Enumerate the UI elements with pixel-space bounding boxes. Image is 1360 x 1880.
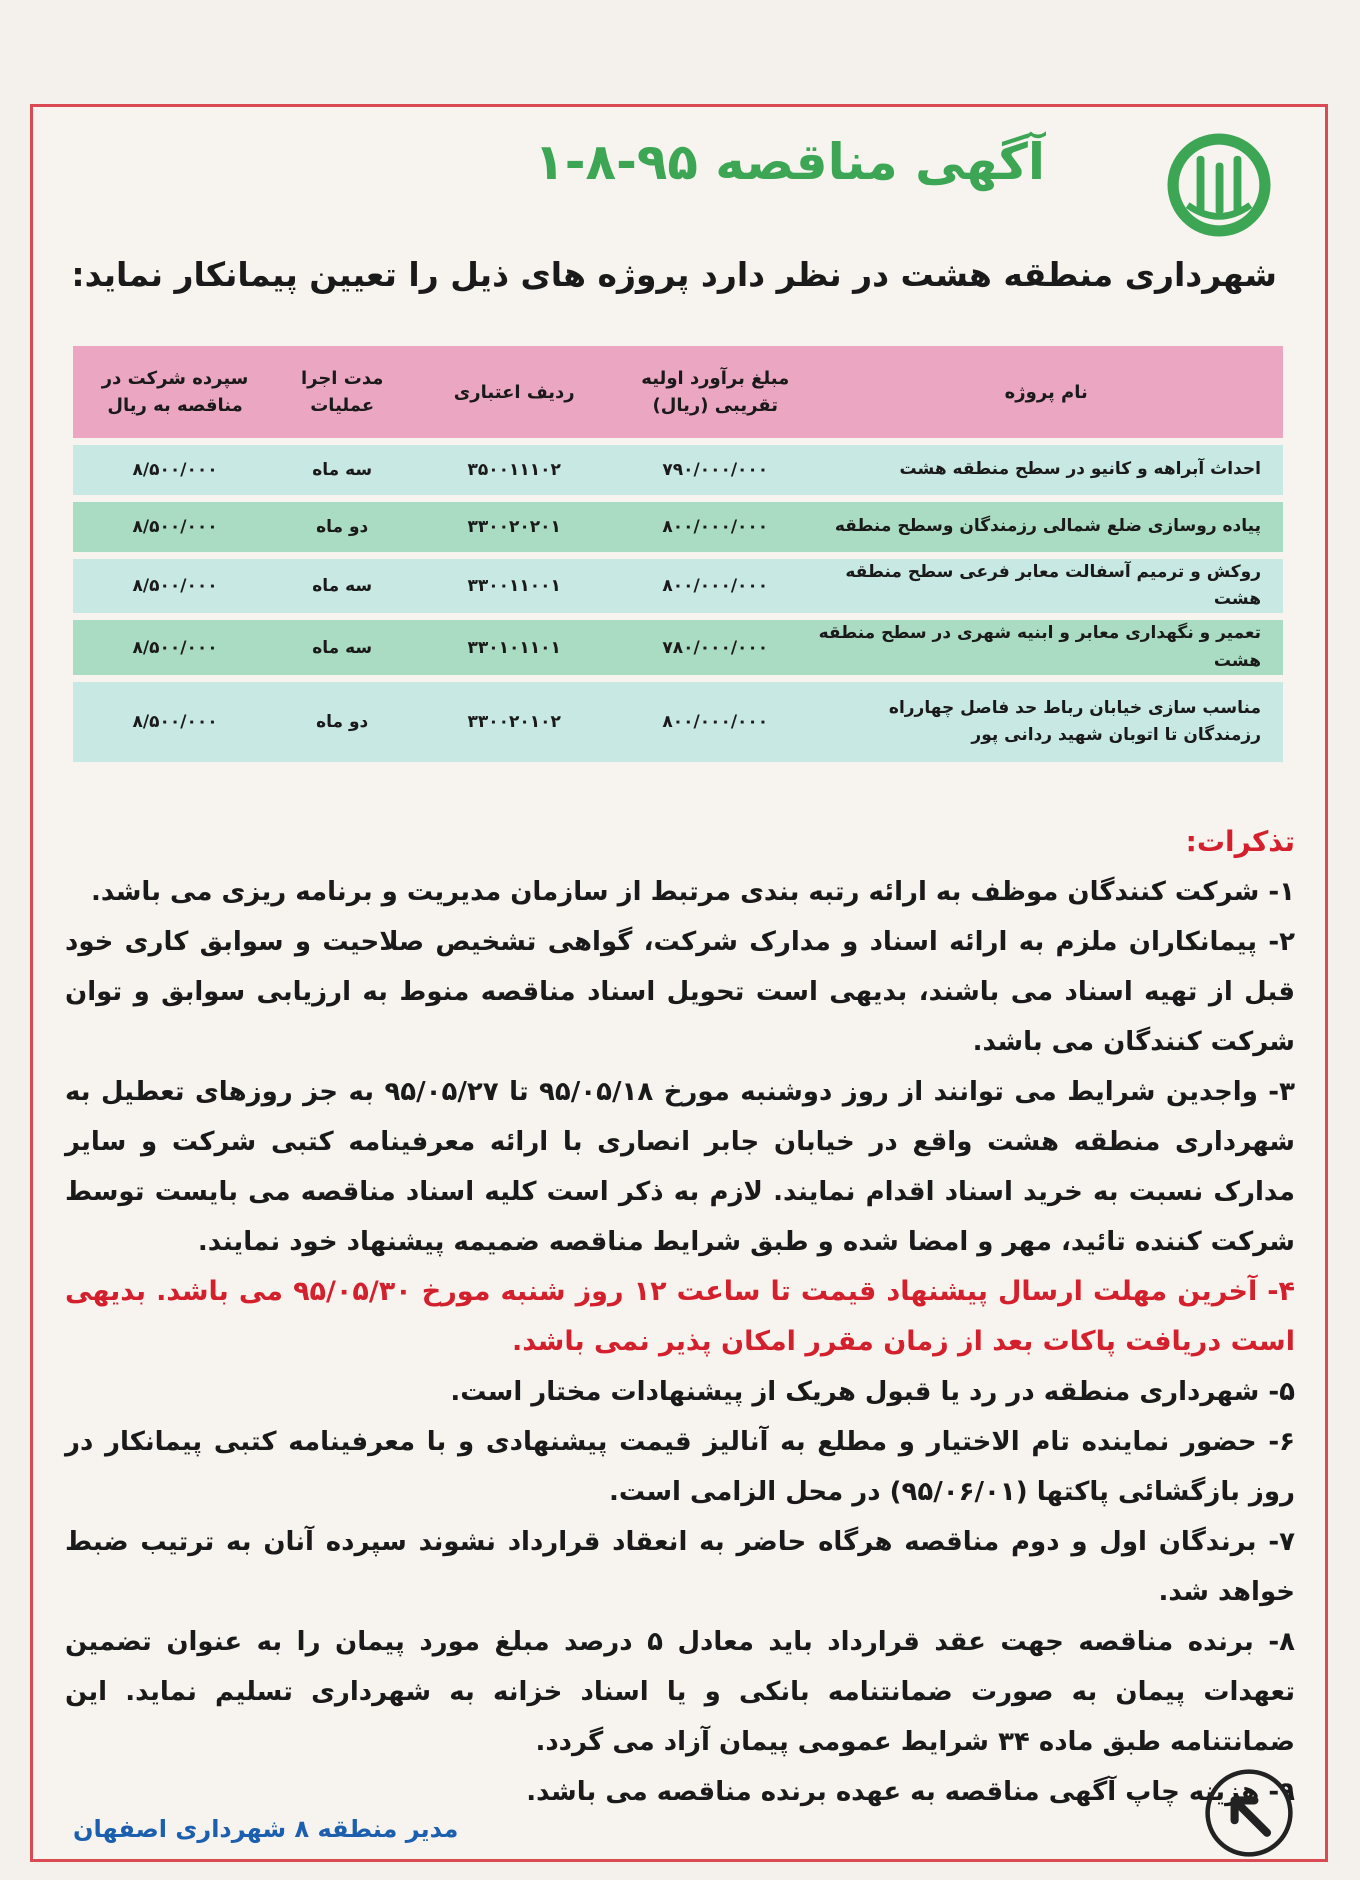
cell-duration: سه ماه	[277, 559, 407, 613]
header-duration: مدت اجرا عملیات	[277, 346, 407, 438]
cell-budget-row: ۳۳۰۰۲۰۲۰۱	[407, 502, 621, 552]
notes-section	[65, 817, 1295, 1817]
note-item-deadline: ۴- آخرین مهلت ارسال پیشنهاد قیمت تا ساعت ۱۲ روز شنبه مورخ ۹۵/۰۵/۳۰ می باشد. بدیهی است دریافت پاکات بعد از زمان مقرر امکان پذیر نمی باشد.	[65, 1276, 1295, 1357]
cell-deposit: ۸/۵۰۰/۰۰۰	[73, 559, 277, 613]
header-estimated-amount: مبلغ برآورد اولیه تقریبی (ریال)	[621, 346, 809, 438]
cell-project-name: تعمیر و نگهداری معابر و ابنیه شهری در سطح منطقه هشت	[809, 620, 1283, 674]
header-deposit: سپرده شرکت در مناقصه به ریال	[73, 346, 277, 438]
cell-deposit: ۸/۵۰۰/۰۰۰	[73, 502, 277, 552]
table-header-row	[73, 346, 1283, 438]
table-row	[73, 682, 1283, 762]
cell-deposit: ۸/۵۰۰/۰۰۰	[73, 682, 277, 762]
header-project-name: نام پروژه	[809, 346, 1283, 438]
note-item: ۳- واجدین شرایط می توانند از روز دوشنبه مورخ ۹۵/۰۵/۱۸ تا ۹۵/۰۵/۲۷ به جز روزهای تعطیل به شهرداری منطقه هشت واقع در خیابان جابر انصاری با ارائه معرفینامه کتبی شرکت و سایر مدارک نسبت به خرید اسناد اقدام نمایند. لازم به ذکر است کلیه اسناد مناقصه می بایست توسط شرکت کننده تائید، مهر و امضا شده و طبق شرایط مناقصه ضمیمه پیشنهاد خود نمایند.	[65, 1077, 1295, 1257]
note-item: ۶- حضور نماینده تام الاختیار و مطلع به آنالیز قیمت پیشنهادی و با معرفینامه کتبی پیمانکار در روز بازگشائی پاکتها (۹۵/۰۶/۰۱) در محل الزامی است.	[65, 1427, 1295, 1507]
table-row	[73, 502, 1283, 552]
cell-duration: سه ماه	[277, 445, 407, 495]
projects-table	[73, 339, 1283, 769]
cell-amount: ۸۰۰/۰۰۰/۰۰۰	[621, 559, 809, 613]
page-title: آگهی مناقصه ۹۵-۸-۱	[534, 133, 1045, 191]
cell-project-name: مناسب سازی خیابان رباط حد فاصل چهارراه رزمندگان تا اتوبان شهید ردانی پور	[809, 682, 1283, 762]
note-item: ۲- پیمانکاران ملزم به ارائه اسناد و مدارک شرکت، گواهی تشخیص صلاحیت و سوابق کاری خود قبل از تهیه اسناد می باشند، بدیهی است تحویل اسناد مناقصه منوط به ارزیابی سوابق و توان شرکت کنندگان می باشد.	[65, 927, 1295, 1057]
notes-heading: تذکرات:	[1185, 825, 1295, 858]
cell-budget-row: ۳۳۰۰۲۰۱۰۲	[407, 682, 621, 762]
cell-amount: ۸۰۰/۰۰۰/۰۰۰	[621, 682, 809, 762]
note-item: ۹- هزینه چاپ آگهی مناقصه به عهده برنده مناقصه می باشد.	[526, 1777, 1295, 1807]
cell-project-name: پیاده روسازی ضلع شمالی رزمندگان وسطح منطقه	[809, 502, 1283, 552]
cell-deposit: ۸/۵۰۰/۰۰۰	[73, 445, 277, 495]
note-item: ۸- برنده مناقصه جهت عقد قرارداد باید معادل ۵ درصد مبلغ مورد پیمان را به عنوان تضمین تعهدات پیمان به صورت ضمانتنامه بانکی و یا اسناد خزانه به شهرداری تسلیم نماید. این ضمانتنامه طبق ماده ۳۴ شرایط عمومی پیمان آزاد می گردد.	[65, 1627, 1295, 1757]
table-row	[73, 559, 1283, 613]
cell-deposit: ۸/۵۰۰/۰۰۰	[73, 620, 277, 674]
corner-arrow-icon	[1204, 1768, 1294, 1858]
cell-project-name: روکش و ترمیم آسفالت معابر فرعی سطح منطقه هشت	[809, 559, 1283, 613]
signature: مدیر منطقه ۸ شهرداری اصفهان	[73, 1815, 459, 1843]
table-row	[73, 445, 1283, 495]
advertisement-frame	[30, 104, 1328, 1862]
note-item: ۷- برندگان اول و دوم مناقصه هرگاه حاضر به انعقاد قرارداد نشوند سپرده آنان به ترتیب ضبط خواهد شد.	[65, 1527, 1295, 1607]
cell-duration: سه ماه	[277, 620, 407, 674]
page-subtitle: شهرداری منطقه هشت در نظر دارد پروژه های ذیل را تعیین پیمانکار نماید:	[71, 255, 1277, 294]
cell-duration: دو ماه	[277, 682, 407, 762]
cell-budget-row: ۳۳۰۰۱۱۰۰۱	[407, 559, 621, 613]
header-budget-row: ردیف اعتباری	[407, 346, 621, 438]
cell-amount: ۷۹۰/۰۰۰/۰۰۰	[621, 445, 809, 495]
cell-budget-row: ۳۵۰۰۱۱۱۰۲	[407, 445, 621, 495]
cell-project-name: احداث آبراهه و کانیو در سطح منطقه هشت	[809, 445, 1283, 495]
note-item: ۱- شرکت کنندگان موظف به ارائه رتبه بندی مرتبط از سازمان مدیریت و برنامه ریزی می باشد.	[90, 877, 1295, 907]
note-item: ۵- شهرداری منطقه در رد یا قبول هریک از پیشنهادات مختار است.	[450, 1377, 1295, 1407]
cell-amount: ۷۸۰/۰۰۰/۰۰۰	[621, 620, 809, 674]
cell-duration: دو ماه	[277, 502, 407, 552]
municipality-logo-icon	[1163, 129, 1275, 241]
cell-amount: ۸۰۰/۰۰۰/۰۰۰	[621, 502, 809, 552]
table-row	[73, 620, 1283, 674]
cell-budget-row: ۳۳۰۱۰۱۱۰۱	[407, 620, 621, 674]
